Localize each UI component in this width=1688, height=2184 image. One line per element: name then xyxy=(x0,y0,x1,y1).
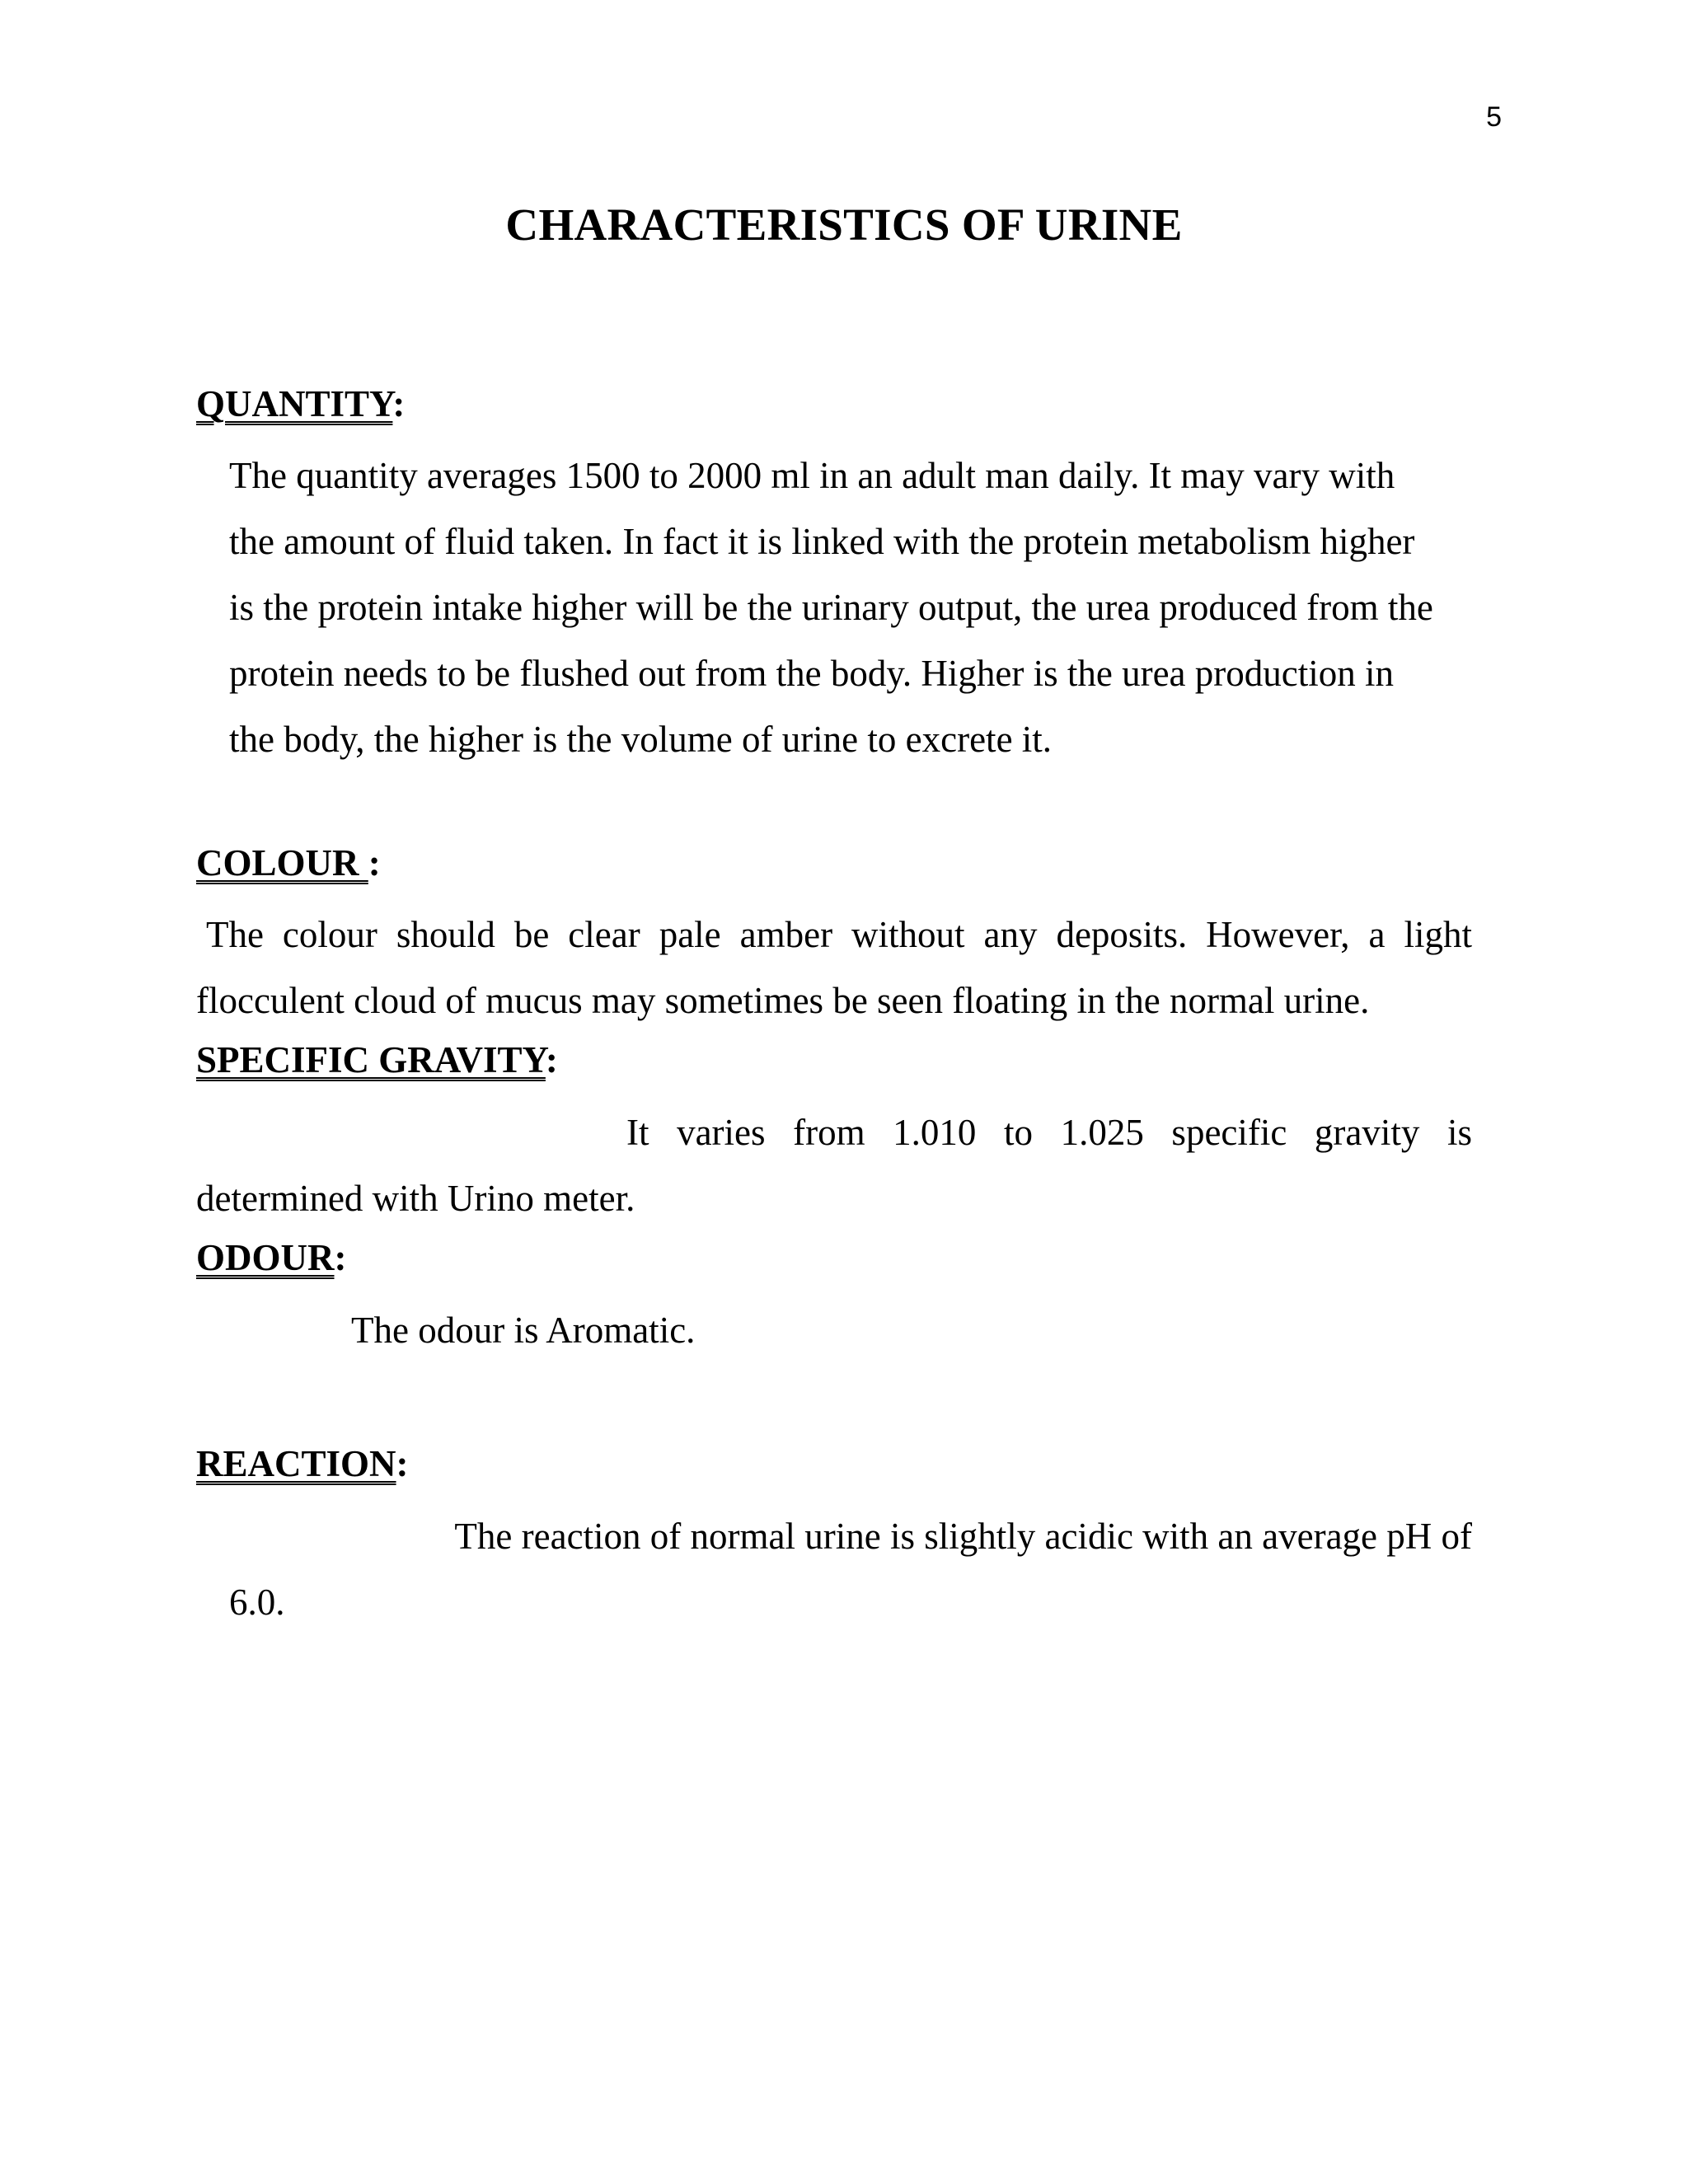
heading-colon: : xyxy=(396,1443,409,1484)
section-body-reaction-cont xyxy=(229,1569,285,1635)
section-heading-odour xyxy=(196,1235,347,1281)
body-line: the amount of fluid taken. In fact it is linked with the protein metabolism higher xyxy=(229,521,1415,562)
body-line: The colour should be clear pale amber without any deposits. However, a light xyxy=(206,914,1472,955)
body-line: the body, the higher is the volume of urine to excrete it. xyxy=(229,719,1053,760)
section-body-reaction xyxy=(419,1503,1472,1569)
section-heading-reaction xyxy=(196,1441,409,1487)
section-heading-specific-gravity xyxy=(196,1037,558,1083)
section-body-specific-gravity xyxy=(626,1099,1472,1165)
body-line: determined with Urino meter. xyxy=(196,1178,635,1219)
body-line: It varies from 1.010 to 1.025 specific gravity is xyxy=(626,1112,1472,1153)
heading-colon: : xyxy=(545,1039,558,1080)
body-line: The quantity averages 1500 to 2000 ml in an adult man daily. It may vary with xyxy=(229,455,1395,496)
heading-text: SPECIFIC GRAVITY xyxy=(196,1039,546,1080)
body-line: The reaction of normal urine is slightly acidic with an average pH of xyxy=(454,1516,1472,1557)
section-heading-quantity xyxy=(196,381,405,427)
section-body-colour-cont xyxy=(196,968,1369,1033)
body-line: is the protein intake higher will be the urinary output, the urea produced from the xyxy=(229,587,1433,628)
section-heading-colour xyxy=(196,840,381,886)
body-line: The odour is Aromatic. xyxy=(351,1310,696,1351)
heading-colon: : xyxy=(392,383,406,424)
section-body-odour xyxy=(351,1297,695,1363)
heading-text: COLOUR xyxy=(196,842,368,883)
heading-text: ODOUR xyxy=(196,1237,335,1278)
section-body-colour xyxy=(206,902,1472,968)
body-line: flocculent cloud of mucus may sometimes be seen floating in the normal urine. xyxy=(196,980,1370,1021)
heading-text: QUANTITY xyxy=(196,383,393,424)
body-line: 6.0. xyxy=(229,1582,285,1623)
heading-colon: : xyxy=(334,1237,347,1278)
body-line: protein needs to be flushed out from the body. Higher is the urea production in xyxy=(229,653,1394,694)
page-title: CHARACTERISTICS OF URINE xyxy=(505,199,1183,250)
section-body-quantity xyxy=(229,443,1515,772)
section-body-specific-gravity-cont xyxy=(196,1165,635,1231)
heading-colon: : xyxy=(368,842,381,883)
page-number: 5 xyxy=(1486,101,1502,133)
heading-text: REACTION xyxy=(196,1443,396,1484)
